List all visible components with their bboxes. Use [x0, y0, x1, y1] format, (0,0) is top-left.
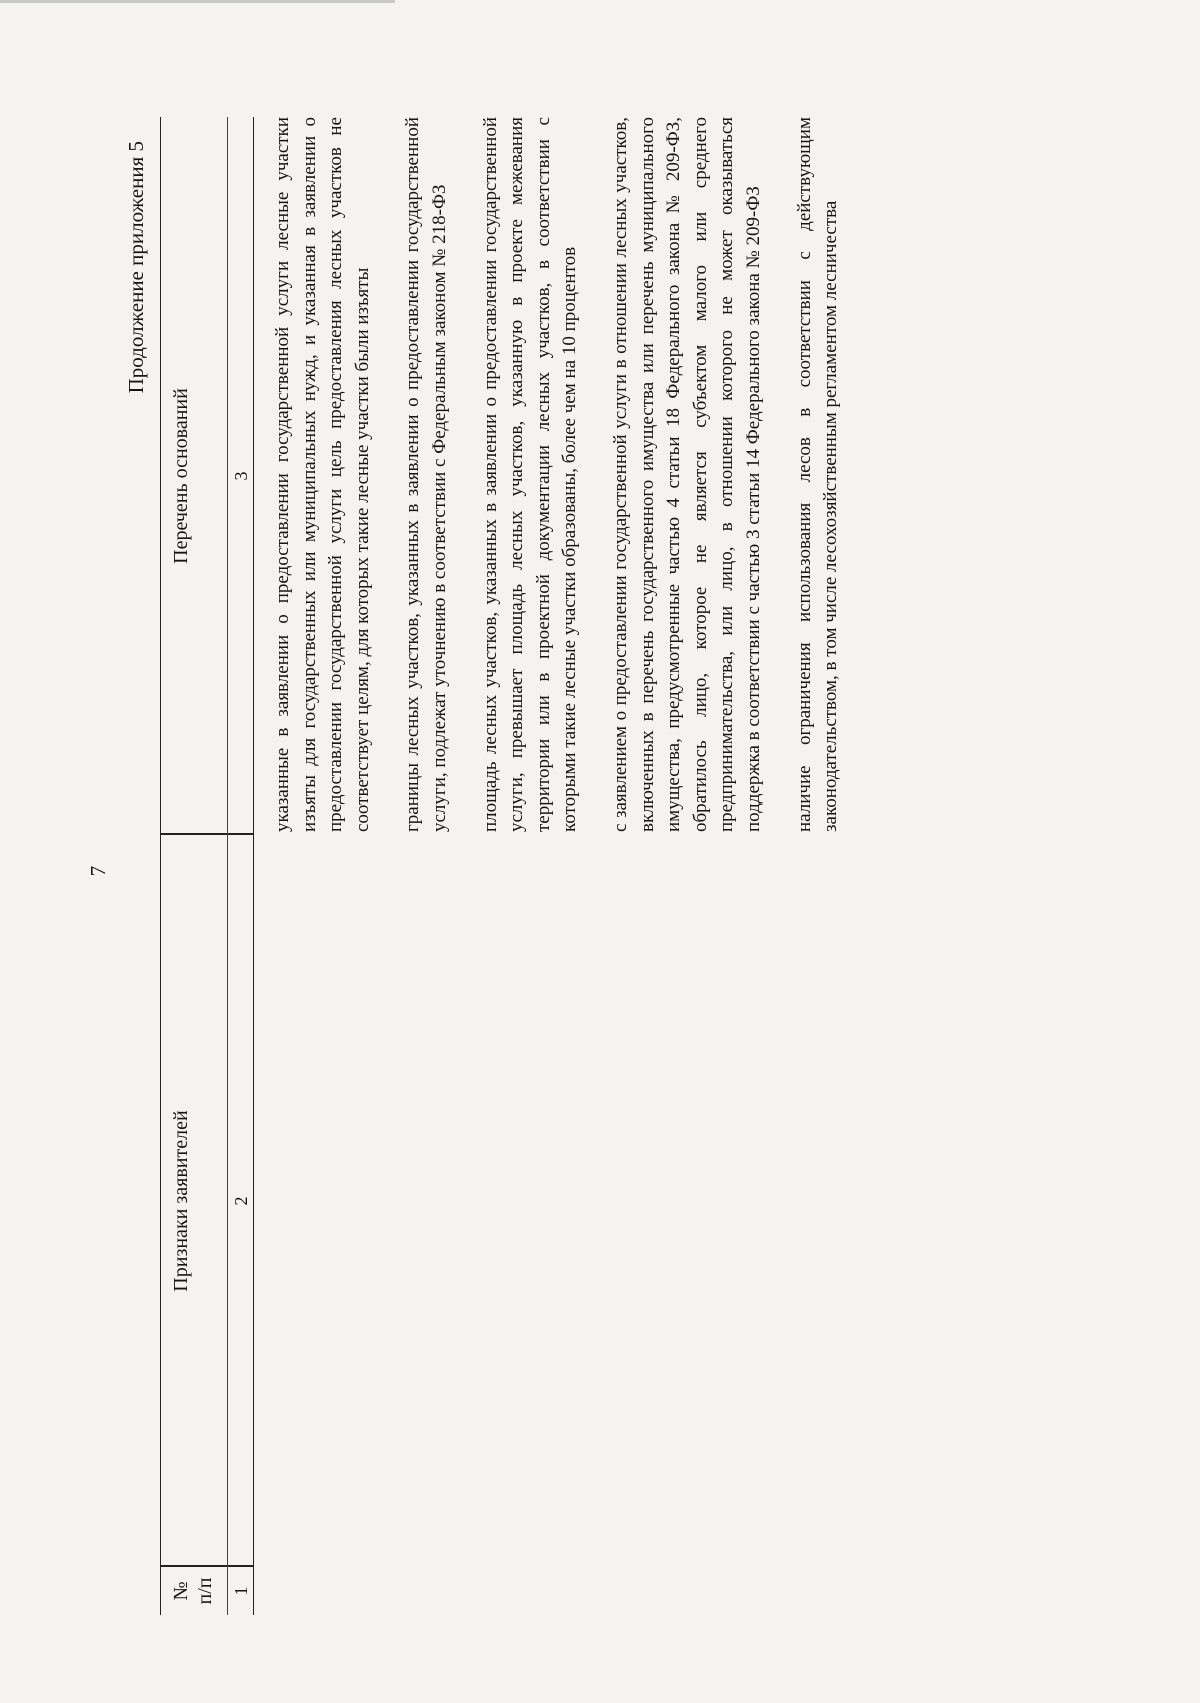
page-number: 7	[86, 865, 110, 877]
table-row	[608, 117, 768, 832]
header-number	[169, 1567, 217, 1615]
grounds-text: наличие ограничения использования лесов в соответствии с действующим законодательством, в том числе лесохозяйственным регламентом лесничества	[793, 117, 842, 832]
header-grounds-list: Перечень оснований	[170, 388, 192, 564]
column-number-1: 1	[231, 1586, 251, 1596]
grounds-text: площадь лесных участков, указанных в заявлении о предоставлении государственной услуги, превышает площадь лесных участков, указанную в проекте межевания территории или в проектной документации лесных участков, в соответствии с которыми такие лесные участки образованы, более чем на 10 процентов	[479, 117, 581, 832]
column-number-divider	[227, 117, 228, 1615]
grounds-text: указанные в заявлении о предоставлении государственной услуги лесные участки изъяты для государственных или муниципальных нужд, и указанная в заявлении о предоставлении государственной услуги цель предоставления лесных участков не соответствует целям, для которых такие лесные участки были изъяты	[272, 117, 373, 832]
header-number-line1: №	[170, 1581, 192, 1601]
column-number-2: 2	[231, 1196, 251, 1206]
grounds-text: границы лесных участков, указанных в заявлении о предоставлении государственной услуги, подлежат уточнению в соответствии с Федеральным законом № 218-ФЗ	[402, 117, 450, 832]
table-header	[160, 117, 254, 1615]
table-row	[400, 117, 453, 832]
table-row	[270, 117, 376, 832]
header-applicant-features: Признаки заявителей	[170, 1110, 192, 1292]
column-number-3: 3	[231, 471, 251, 481]
table-row	[792, 117, 845, 832]
header-number-line2: п/п	[194, 1577, 216, 1605]
grounds-text: с заявлением о предоставлении государственной услуги в отношении лесных участков, включенных в перечень государственного имущества или перечень муниципального имущества, предусмотренные частью 4 статьи 18 Федерального закона № 209-ФЗ, обратилось лицо, которое не является субъектом малого или среднего предпринимательства, или лицо, в отношении которого не может оказываться поддержка в соответствии с частью 3 статьи 14 Федерального закона № 209-ФЗ	[609, 117, 764, 832]
appendix-continuation-title: Продолжение приложения 5	[124, 141, 148, 394]
table-row	[478, 117, 584, 832]
grounds-list	[270, 117, 869, 832]
